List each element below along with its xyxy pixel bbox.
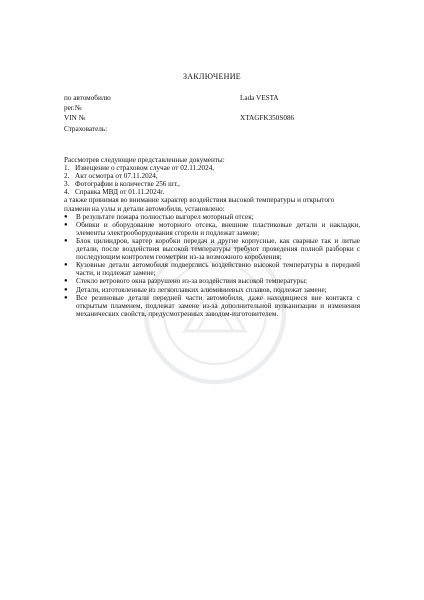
field-label-car: по автомобилю bbox=[64, 94, 111, 102]
bullet-icon: ● bbox=[64, 278, 68, 285]
bullet-icon: ● bbox=[64, 286, 68, 293]
list-item: ● Обивки и оборудование моторного отсека, внешние пластиковые детали и накладки, элементы электрооборудования сгорели и подлежат замене; bbox=[64, 220, 360, 237]
bullet-icon: ● bbox=[64, 213, 68, 220]
field-label-insured: Страхователь: bbox=[64, 125, 108, 133]
document-title: ЗАКЛЮЧЕНИЕ bbox=[183, 72, 241, 81]
field-value-car: Lada VESTA bbox=[240, 94, 279, 102]
list-item: ● Все резиновые детали передней части автомобиля, даже находящиеся вне контакта с открытым пламенем, подлежат замене из-за дополнительной вулканизации и изменения механических свойств, предусмотренных заводом-изготовителем. bbox=[64, 293, 360, 318]
list-item: ● Детали, изготовленные из легкоплавких алюминиевых сплавов, подлежат замене; bbox=[64, 285, 327, 294]
list-item: 1. Извещение о страховом случае от 02.11.2024, bbox=[64, 164, 215, 173]
bullet-icon: ● bbox=[64, 294, 68, 301]
field-value-vin: XTAGFK350S086 bbox=[240, 114, 295, 122]
finding-intro-text: а также принимая во внимание характер воздействия высокой температуры и открытого пламени на узлы и детали автомобиля, установлено: bbox=[64, 196, 335, 213]
list-item: ● Кузовные детали автомобиля подверглись воздействию высокой температуры в передней части, и подлежат замене; bbox=[64, 261, 360, 278]
field-label-vin: VIN № bbox=[64, 114, 86, 122]
field-label-reg: рег.№ bbox=[64, 104, 82, 112]
findings-list bbox=[64, 213, 360, 318]
documents-list bbox=[64, 164, 360, 196]
bullet-icon: ● bbox=[64, 262, 68, 269]
list-item: 4. Справка МВД от 01.11.2024г. bbox=[64, 188, 165, 197]
bullet-icon: ● bbox=[64, 237, 68, 244]
list-item: ● В результате пожара полностью выгорел моторный отсек; bbox=[64, 212, 254, 221]
list-item: 3. Фотографии в количестве 256 шт., bbox=[64, 180, 180, 189]
bullet-icon: ● bbox=[64, 221, 68, 228]
document-body bbox=[64, 156, 360, 318]
list-item: ● Блок цилиндров, картер коробки передач и другие корпусные, как сварные так и литые детали, после воздействия высокой температуры требуют проведения полной разборки с последующим контролем геометрии из-за возможного коробления; bbox=[64, 236, 360, 262]
intro-text: Рассмотрев следующие представленные документы: bbox=[64, 156, 225, 164]
list-item: 2. Акт осмотра от 07.11.2024, bbox=[64, 172, 158, 181]
list-item: ● Стекло ветрового окна разрушено из-за воздействия высокой температуры; bbox=[64, 277, 308, 286]
